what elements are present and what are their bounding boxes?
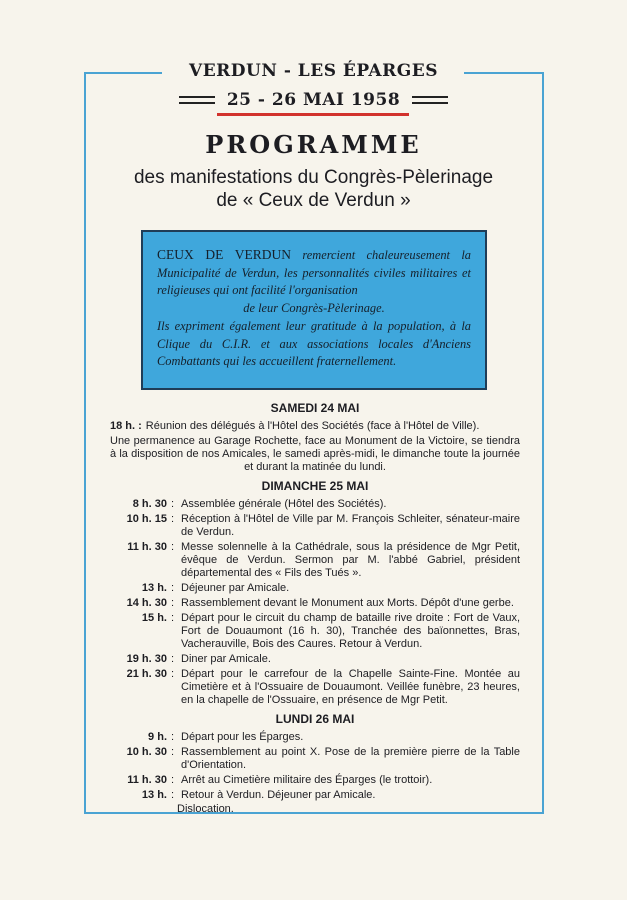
event-heading: VERDUN - LES ÉPARGES xyxy=(189,61,438,81)
entry-description: Départ pour les Éparges. xyxy=(181,731,304,743)
subtitle-line-1: des manifestations du Congrès-Pèlerinage xyxy=(133,167,494,188)
thanks-lead: CEUX DE VERDUN xyxy=(157,247,292,262)
right-double-rule xyxy=(412,96,448,104)
subtitle-line-2: de « Ceux de Verdun » xyxy=(216,190,411,211)
entry-colon: : xyxy=(171,731,175,743)
entry-description: Rassemblement devant le Monument aux Morts. Dépôt d'une gerbe. xyxy=(181,597,514,609)
entry-description: Réception à l'Hôtel de Ville par M. François Schleiter, sénateur-maire de Verdun. xyxy=(181,513,520,538)
entry-description: Retour à Verdun. Déjeuner par Amicale. xyxy=(181,789,376,801)
entry-time: 10 h. 15 xyxy=(126,513,167,525)
schedule-entry xyxy=(110,746,520,772)
entry-description: Messe solennelle à la Cathédrale, sous la présidence de Mgr Petit, évêque de Verdun. Sermon par M. l'abbé Gabriel, président départemental des « Fils des Tués ». xyxy=(181,541,520,579)
schedule-entry xyxy=(110,668,520,707)
entry-time: 10 h. 30 xyxy=(126,746,167,758)
entry-time: 11 h. 30 xyxy=(127,774,167,786)
day-heading: SAMEDI 24 MAI xyxy=(270,401,360,415)
date-row xyxy=(0,89,627,111)
left-double-rule xyxy=(179,96,215,104)
schedule-entry xyxy=(110,597,520,610)
entry-time: 19 h. 30 xyxy=(126,653,167,665)
thanks-paragraph-1 xyxy=(157,246,471,317)
schedule-entry xyxy=(110,420,520,433)
thanks-paragraph-2 xyxy=(157,318,471,371)
schedule-entry xyxy=(110,789,520,802)
permanence-note: Une permanence au Garage Rochette, face au Monument de la Victoire, se tiendra à la disposition de nos Amicales, le samedi après-midi, le dimanche toute la journée et durant la matinée du lundi. xyxy=(110,435,520,473)
entry-colon: : xyxy=(171,789,175,801)
entry-description: Déjeuner par Amicale. xyxy=(181,582,290,594)
schedule-entry xyxy=(110,774,520,787)
entry-colon: : xyxy=(171,498,175,510)
entry-time: 13 h. xyxy=(141,789,167,801)
entry-description: Rassemblement au point X. Pose de la première pierre de la Table d'Orientation. xyxy=(181,746,520,771)
entry-description: Réunion des délégués à l'Hôtel des Sociétés (face à l'Hôtel de Ville). xyxy=(145,420,480,432)
entry-time: 9 h. xyxy=(148,731,167,743)
entry-time: 21 h. 30 xyxy=(126,668,167,680)
page-subtitle xyxy=(0,166,627,212)
schedule-entry xyxy=(110,582,520,595)
schedule-entry xyxy=(110,612,520,651)
entry-description: Assemblée générale (Hôtel des Sociétés). xyxy=(181,498,387,510)
entry-colon: : xyxy=(171,774,175,786)
entry-time: 18 h. : xyxy=(110,420,142,432)
entry-colon: : xyxy=(171,653,175,665)
thanks-box xyxy=(141,230,487,390)
entry-time: 13 h. xyxy=(141,582,167,594)
schedule-entry xyxy=(110,498,520,511)
thanks-text-1-end: de leur Congrès-Pèlerinage. xyxy=(243,300,385,315)
entry-colon: : xyxy=(171,541,175,553)
thanks-text-1: remercient chaleureusement la Municipalité de Verdun, les personnalités civiles militaires et religieuses qui ont facilité l'organisation xyxy=(157,248,471,297)
day-heading: DIMANCHE 25 MAI xyxy=(261,479,369,493)
schedule-entry xyxy=(110,541,520,580)
entry-description: Départ pour le carrefour de la Chapelle Sainte-Fine. Montée au Cimetière et à l'Ossuaire de Douaumont. Veillée funèbre, 23 heures, en la chapelle de l'Ossuaire, en présence de Mgr Petit. xyxy=(181,668,520,706)
entry-time: 15 h. xyxy=(141,612,167,624)
entry-description: Arrêt au Cimetière militaire des Éparges (le trottoir). xyxy=(181,774,433,786)
day-heading: LUNDI 26 MAI xyxy=(275,712,355,726)
schedule-entry xyxy=(110,731,520,744)
entry-colon: : xyxy=(171,513,175,525)
entry-colon: : xyxy=(171,597,175,609)
entry-description: Départ pour le circuit du champ de bataille rive droite : Fort de Vaux, Fort de Douaumont (16 h. 30), Tranchée des baïonnettes, Bras, Vacherauville, Bois des Caures. Retour à Verdun. xyxy=(181,612,520,650)
thanks-text-2: Ils expriment également leur gratitude à la population, à la Clique du C.I.R. et aux associations locales d'Anciens Combattants qui les accueillent fraternellement. xyxy=(157,319,471,368)
closing-line: Dislocation. xyxy=(177,803,234,815)
event-dates: 25 - 26 MAI 1958 xyxy=(226,90,401,110)
program-schedule xyxy=(110,400,520,816)
entry-description: Diner par Amicale. xyxy=(181,653,271,665)
red-underline xyxy=(217,113,409,116)
entry-time: 14 h. 30 xyxy=(126,597,167,609)
schedule-entry xyxy=(110,653,520,666)
page-title: PROGRAMME xyxy=(205,130,422,159)
entry-time: 8 h. 30 xyxy=(132,498,167,510)
entry-colon: : xyxy=(171,612,175,624)
entry-colon: : xyxy=(171,582,175,594)
schedule-entry xyxy=(110,513,520,539)
entry-colon: : xyxy=(171,668,175,680)
entry-time: 11 h. 30 xyxy=(127,541,167,553)
entry-colon: : xyxy=(171,746,175,758)
